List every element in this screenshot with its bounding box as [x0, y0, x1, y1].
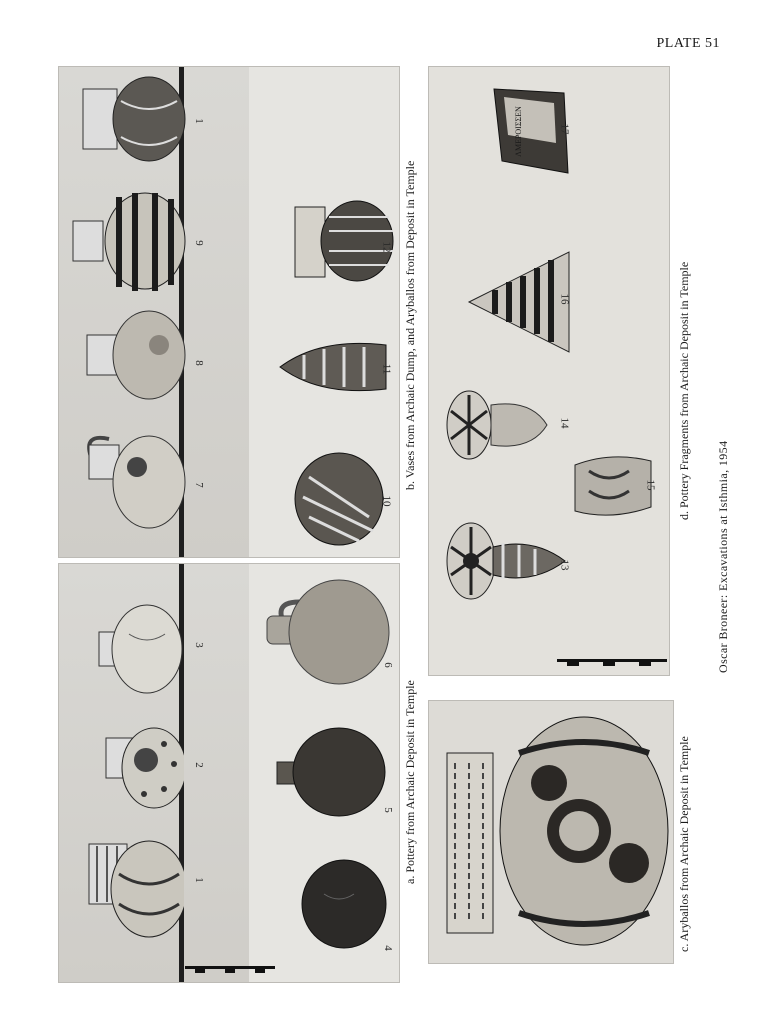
number-label: 12: [380, 241, 393, 253]
number-label: 4: [381, 945, 394, 951]
photo-panel-a: [58, 563, 400, 983]
number-label: 17: [558, 123, 571, 135]
number-label: 7: [192, 482, 205, 488]
aryballos-c: [439, 713, 669, 953]
photo-panel-d: [428, 66, 670, 676]
number-label: 10: [380, 495, 393, 507]
vase-9-aryballos: [69, 187, 189, 297]
caption-d: d. Pottery Fragments from Archaic Deposit in Temple: [677, 261, 691, 520]
caption-c: c. Aryballos from Archaic Deposit in Temple: [677, 736, 691, 952]
vase-6-aryballos: [259, 574, 394, 694]
number-label: 6: [381, 662, 394, 668]
vase-5-aryballos: [269, 724, 394, 824]
vase-1-aryballos: [77, 71, 187, 171]
vase-3-aryballos: [79, 604, 184, 704]
number-label: 1: [192, 118, 205, 124]
vase-7-aryballos: [77, 427, 187, 532]
number-label: 9: [192, 240, 205, 246]
footer-credit: Oscar Broneer: Excavations at Isthmia, 1954: [716, 440, 730, 673]
plate-title: PLATE 51: [656, 36, 720, 51]
number-label: 8: [192, 360, 205, 366]
photo-panel-c: [428, 700, 674, 964]
number-label: 1: [192, 877, 205, 883]
number-label: 13: [558, 559, 571, 571]
caption-b: b. Vases from Archaic Dump, and Aryballos from Deposit in Temple: [403, 160, 417, 490]
fragment-13-lid: [443, 517, 573, 607]
number-label: 11: [380, 363, 393, 375]
fragment-14-lid: [443, 385, 553, 465]
vase-11-alabastron: [274, 337, 394, 397]
photo-panel-b: [58, 66, 400, 558]
number-label: 3: [192, 642, 205, 648]
number-label: 2: [192, 762, 205, 768]
vase-1-aryballos: [79, 834, 184, 944]
number-label: 14: [558, 417, 571, 429]
scale-bar: [557, 657, 667, 667]
vase-8-aryballos: [77, 307, 187, 407]
scale-bar: [185, 964, 275, 974]
inscription-17: ΛΜΕΡΟΙΣΣΕΝ: [513, 106, 523, 157]
number-label: 16: [558, 293, 571, 305]
vase-4-aryballos: [294, 854, 394, 954]
number-label: 15: [644, 479, 657, 491]
number-label: 5: [381, 807, 394, 813]
vase-2-aryballos: [84, 724, 184, 814]
caption-a: a. Pottery from Archaic Deposit in Temple: [403, 680, 417, 884]
vase-10-aryballos: [289, 447, 389, 552]
